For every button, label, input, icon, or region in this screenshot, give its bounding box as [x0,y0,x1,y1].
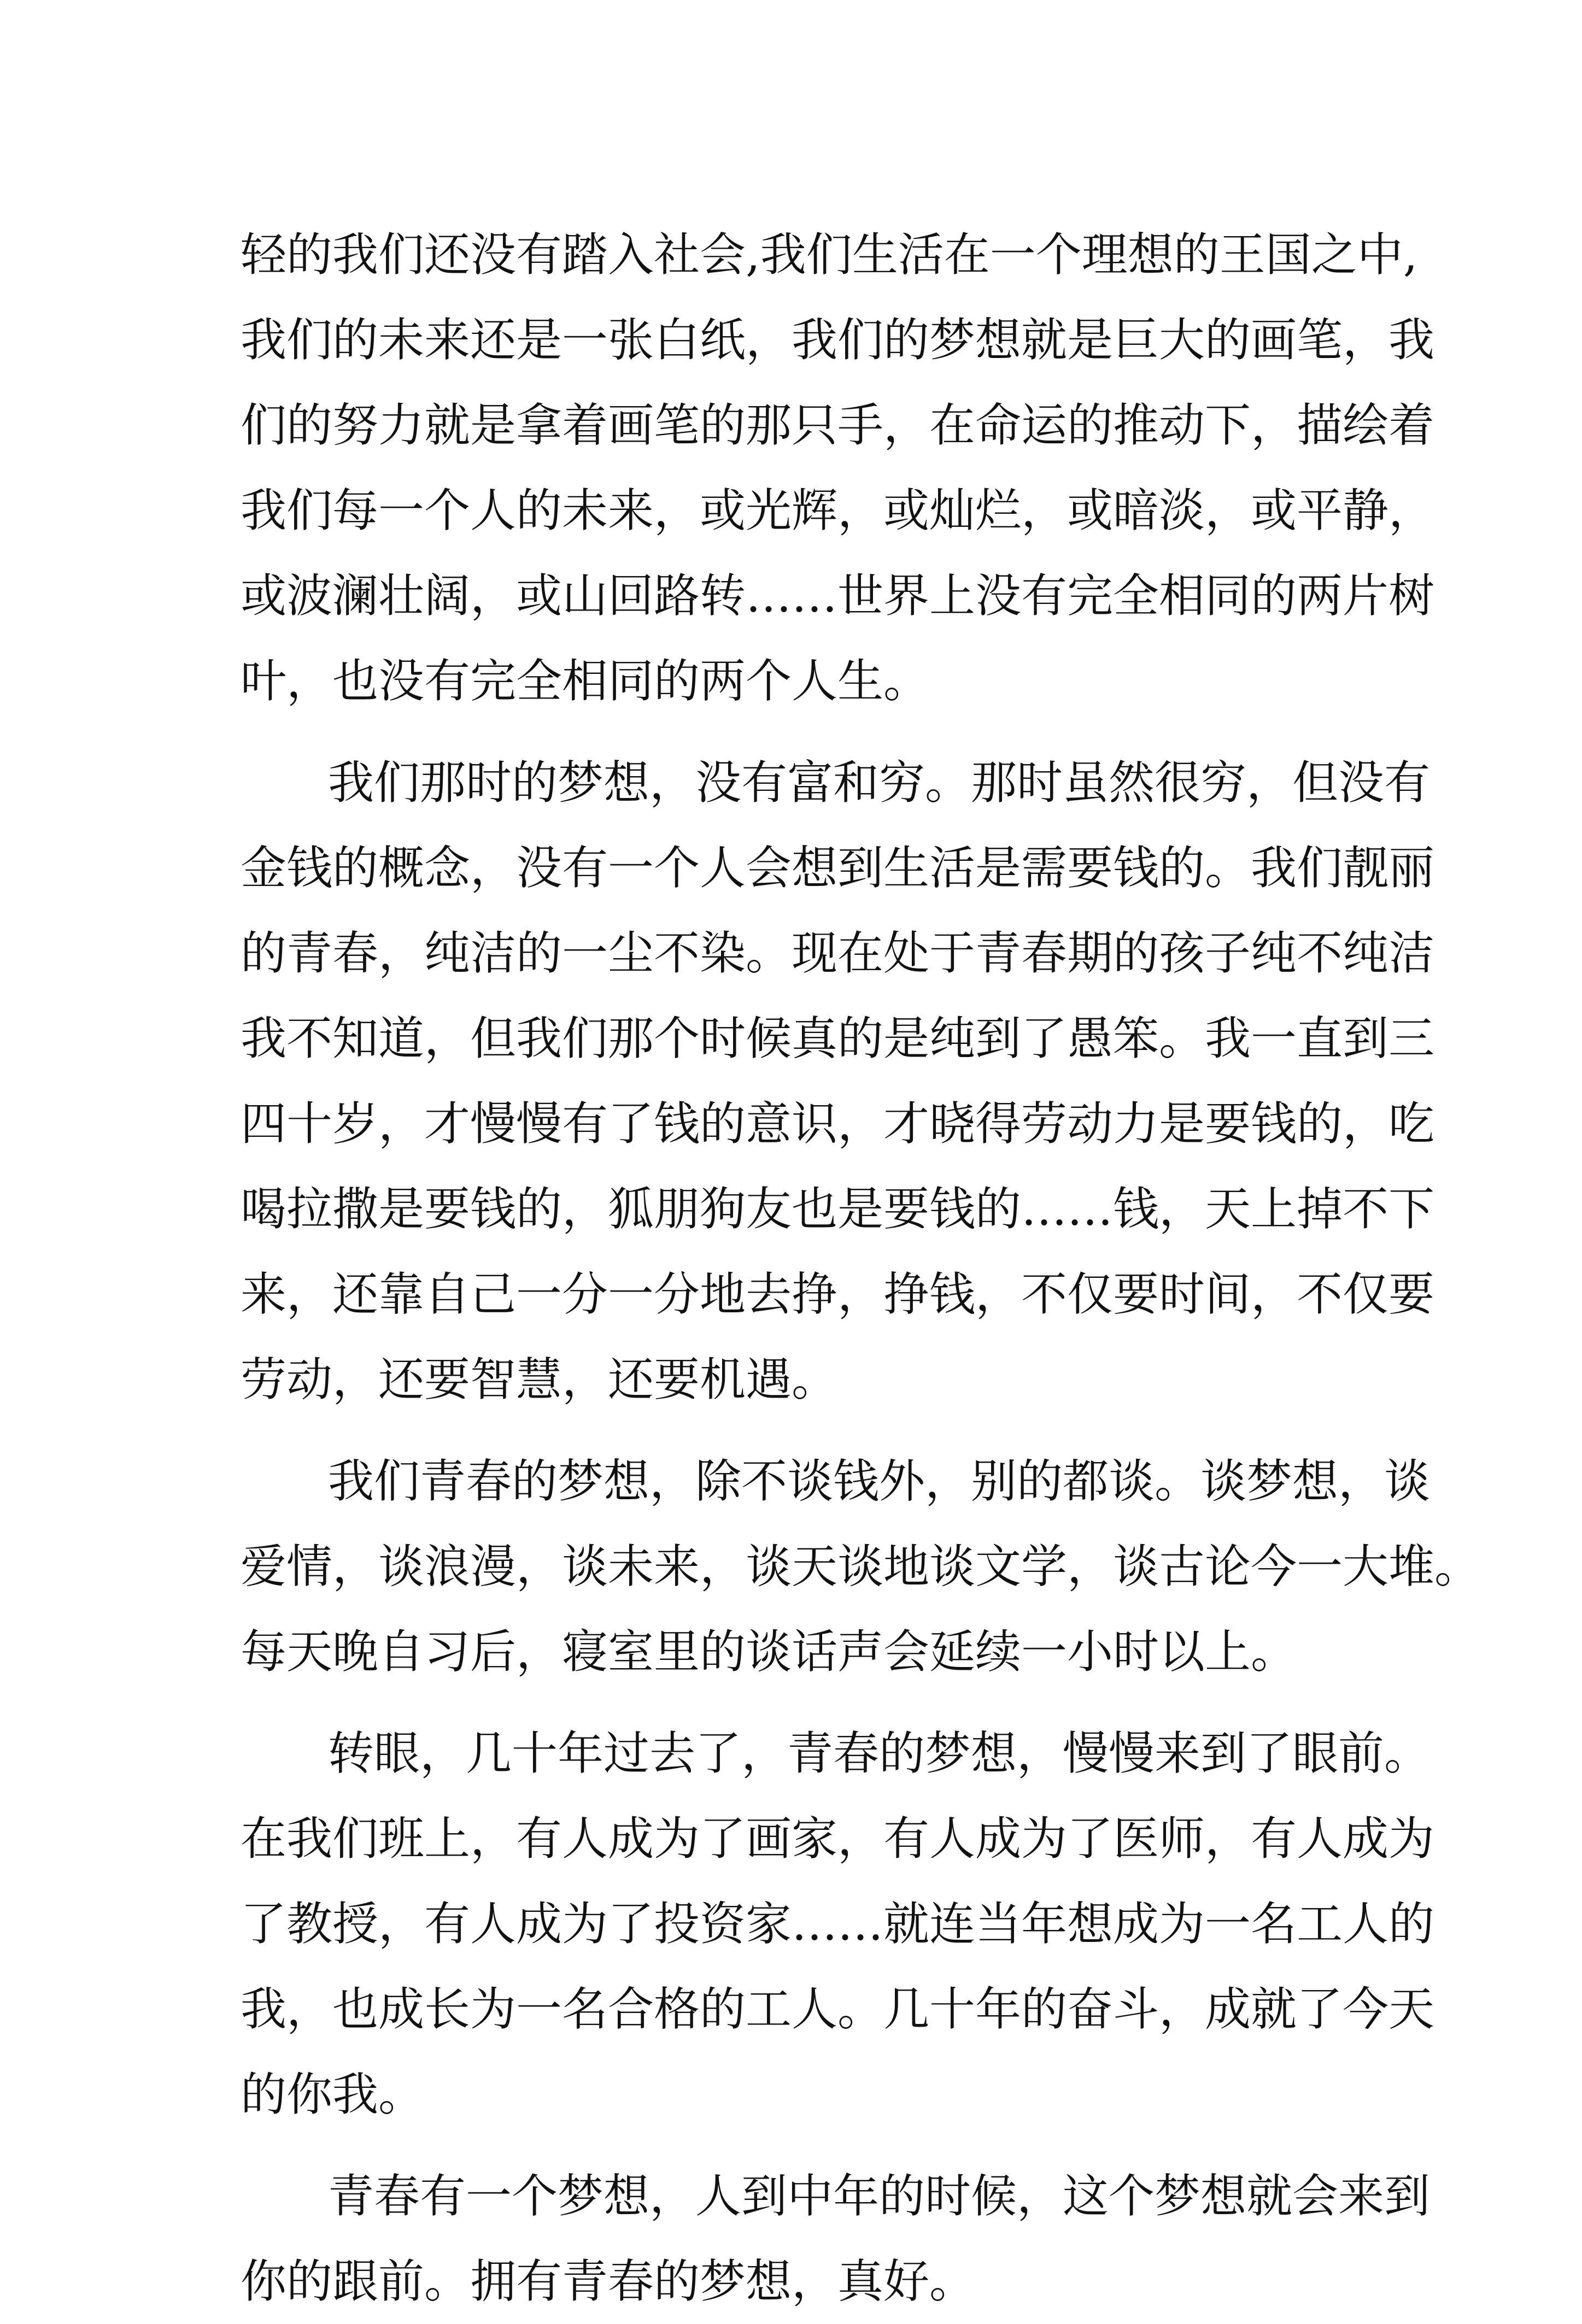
text-line: 每天晚自习后，寝室里的谈话声会延续一小时以上。 [241,1625,1297,1679]
paragraph-gap [241,1422,1388,1439]
text-line: 们的努力就是拿着画笔的那只手，在命运的推动下，描绘着 [241,398,1435,452]
paragraph [241,212,1435,724]
paragraph [241,2153,1431,2324]
text-line: 的青春，纯洁的一尘不染。现在处于青春期的孩子纯不纯洁 [241,926,1435,980]
paragraph [241,1439,1481,1694]
paragraph [241,740,1435,1422]
text-line: 轻的我们还没有踏入社会,我们生活在一个理想的王国之中, [241,228,1418,281]
text-line: 我们的未来还是一张白纸，我们的梦想就是巨大的画笔，我 [241,313,1435,367]
paragraph-gap [241,724,1388,740]
text-line: 爱情，谈浪漫，谈未来，谈天谈地谈文学，谈古论今一大堆。 [241,1540,1481,1593]
text-line: 来，还靠自己一分一分地去挣，挣钱，不仅要时间，不仅要 [241,1267,1435,1321]
text-line: 我，也成长为一名合格的工人。几十年的奋斗，成就了今天 [241,1982,1435,2036]
text-line: 我们每一个人的未来，或光辉，或灿烂，或暗淡，或平静， [241,484,1435,537]
text-line: 的你我。 [241,2068,425,2121]
text-line: 叶，也没有完全相同的两个人生。 [241,654,930,708]
text-line: 在我们班上，有人成为了画家，有人成为了医师，有人成为 [241,1812,1435,1865]
body-text [241,212,1481,2324]
text-line: 四十岁，才慢慢有了钱的意识，才晓得劳动力是要钱的，吃 [241,1097,1435,1151]
text-line: 喝拉撒是要钱的，狐朋狗友也是要钱的……钱，天上掉不下 [241,1182,1435,1236]
paragraph-gap [241,2137,1388,2153]
text-line: 金钱的概念，没有一个人会想到生活是需要钱的。我们靓丽 [241,841,1435,895]
text-line: 我不知道，但我们那个时候真的是纯到了愚笨。我一直到三 [241,1012,1435,1065]
paragraph [241,1711,1435,2137]
text-line: 劳动，还要智慧，还要机遇。 [241,1353,838,1406]
paragraph-gap [241,1694,1388,1711]
text-line: 或波澜壮阔，或山回路转……世界上没有完全相同的两片树 [241,569,1435,623]
text-line: 青春有一个梦想，人到中年的时候，这个梦想就会来到 [328,2169,1431,2223]
text-line: 转眼，几十年过去了，青春的梦想，慢慢来到了眼前。 [328,1727,1431,1780]
text-line: 我们那时的梦想，没有富和穷。那时虽然很穷，但没有 [328,756,1431,809]
text-line: 了教授，有人成为了投资家……就连当年想成为一名工人的 [241,1897,1435,1951]
text-line: 你的跟前。拥有青春的梦想，真好。 [241,2255,976,2308]
text-line: 我们青春的梦想，除不谈钱外，别的都谈。谈梦想，谈 [328,1454,1431,1508]
